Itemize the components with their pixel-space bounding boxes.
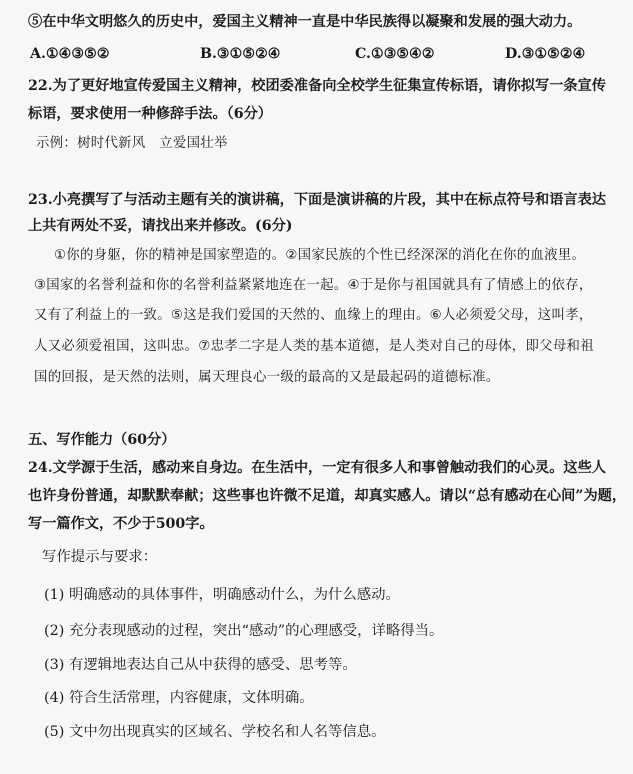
q22-example: 示例：树时代新风 立爱国壮举	[36, 136, 228, 151]
q21-option-c: C.①③⑤④②	[355, 46, 435, 62]
q23-line2: 上共有两处不妥，请找出来并修改。(6分)	[28, 218, 293, 234]
q22-line2: 标语，要求使用一种修辞手法。（6分）	[28, 106, 272, 122]
q24-line2-end: 为题，	[583, 488, 627, 504]
q21-option-d: D.③①⑤②④	[505, 46, 586, 62]
section-heading: 五、写作能力（60分）	[28, 432, 176, 448]
q23-line1: 23.小亮撰写了与活动主题有关的演讲稿，下面是演讲稿的片段，其中在标点符号和语言表达	[28, 192, 606, 208]
q22-line1: 22.为了更好地宣传爱国主义精神，校团委准备向全校学生征集宣传标语，请你拟写一条宣传	[28, 78, 606, 94]
q23-passage-line: ③国家的名誉利益和你的名誉利益紧紧地连在一起。④于是你与祖国就具有了情感上的依存，	[34, 278, 593, 293]
q23-passage-line: 人又必须爱祖国，这叫忠。⑦忠孝二字是人类的基本道德，是人类对自己的母体，即父母和祖	[34, 339, 594, 354]
q21-item5: ⑤在中华文明悠久的历史中，爱国主义精神一直是中华民族得以凝聚和发展的强大动力。	[28, 14, 582, 30]
requirement-item: (5) 文中勿出现真实的区域名、学校名和人名等信息。	[44, 724, 386, 740]
q23-passage-line: 又有了利益上的一致。⑤这是我们爱国的天然的、血缘上的理由。⑥人必须爱父母，这叫孝，	[34, 308, 593, 323]
requirement-item: (3) 有逻辑地表达自己从中获得的感受、思考等。	[44, 657, 357, 673]
q24-line1: 24.文学源于生活，感动来自身边。在生活中，一定有很多人和事曾触动我们的心灵。这些人	[28, 460, 606, 476]
requirement-item: (2) 充分表现感动的过程，突出“感动”的心理感受，详略得当。	[44, 623, 444, 639]
q21-option-a: A.①④③⑤②	[30, 46, 110, 62]
q24-line2-start: 也许身份普通，却默默奉献；这些事也许微不足道，却真实感人。请以	[28, 488, 468, 504]
q24-line2	[28, 486, 626, 506]
requirement-item: (1) 明确感动的具体事件，明确感动什么，为什么感动。	[44, 587, 400, 603]
requirement-item: (4) 符合生活常理，内容健康，文体明确。	[44, 690, 314, 706]
q24-line3: 写一篇作文，不少于500字。	[28, 516, 214, 532]
hint-title: 写作提示与要求：	[42, 549, 158, 565]
q23-passage-line: ①你的身躯，你的精神是国家塑造的。②国家民族的个性已经深深的消化在你的血液里。	[54, 248, 586, 263]
q23-passage-line: 国的回报，是天然的法则，属天理良心一级的最高的又是最起码的道德标准。	[34, 370, 500, 385]
q21-option-b: B.③①⑤②④	[200, 46, 281, 62]
q24-essay-title: “总有感动在心间”	[467, 488, 584, 504]
